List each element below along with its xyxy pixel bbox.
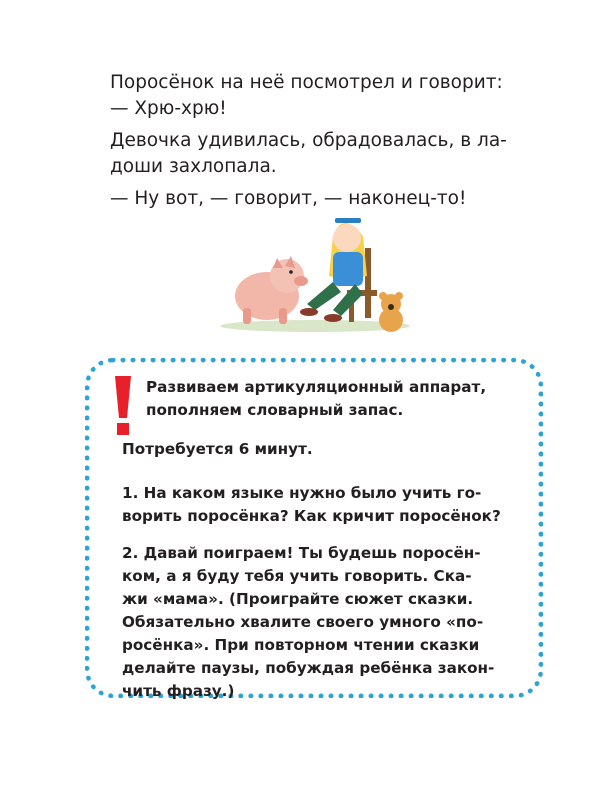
story-line: Поросёнок на неё посмотрел и говорит: (110, 72, 503, 93)
girl-icon (300, 218, 367, 322)
story-line: доши захлопала. (110, 156, 277, 177)
task-time-line: Потребуется 6 минут. (122, 440, 313, 458)
exclamation-icon (112, 376, 134, 436)
task-q2-line: жи «мама». (Проиграйте сюжет сказки. (122, 590, 474, 608)
task-goal-line: Развиваем артикуляционный аппарат, (146, 378, 487, 396)
task-q2-line: Обязательно хвалите своего умного «по- (122, 613, 484, 631)
task-goal (146, 376, 514, 422)
task-q1-line: ворить поросёнка? Как кричит поросёнок? (122, 507, 501, 525)
task-question-1 (122, 482, 514, 528)
task-q2-line: 2. Давай поиграем! Ты будешь поросён- (122, 544, 481, 562)
girl-and-piglet-illustration (215, 208, 415, 334)
task-goal-line: пополняем словарный запас. (146, 401, 404, 419)
task-q2-line: делайте паузы, побуждая ребёнка закон- (122, 659, 495, 677)
task-q2-line: ком, а я буду тебя учить говорить. Ска- (122, 567, 472, 585)
task-question-2 (122, 542, 514, 703)
piglet-icon (235, 256, 308, 324)
teddy-bear-icon (379, 292, 403, 332)
task-q1-line: 1. На каком языке нужно было учить го- (122, 484, 482, 502)
story-line: — Хрю-хрю! (110, 98, 227, 119)
story-line: Девочка удивилась, обрадовалась, в ла- (110, 130, 507, 151)
story-text (110, 70, 540, 212)
story-line: — Ну вот, — говорит, — наконец-то! (110, 188, 467, 209)
task-q2-line: росёнка». При повторном чтении сказки (122, 636, 480, 654)
task-time (122, 438, 514, 461)
task-q2-line: чить фразу.) (122, 682, 235, 700)
